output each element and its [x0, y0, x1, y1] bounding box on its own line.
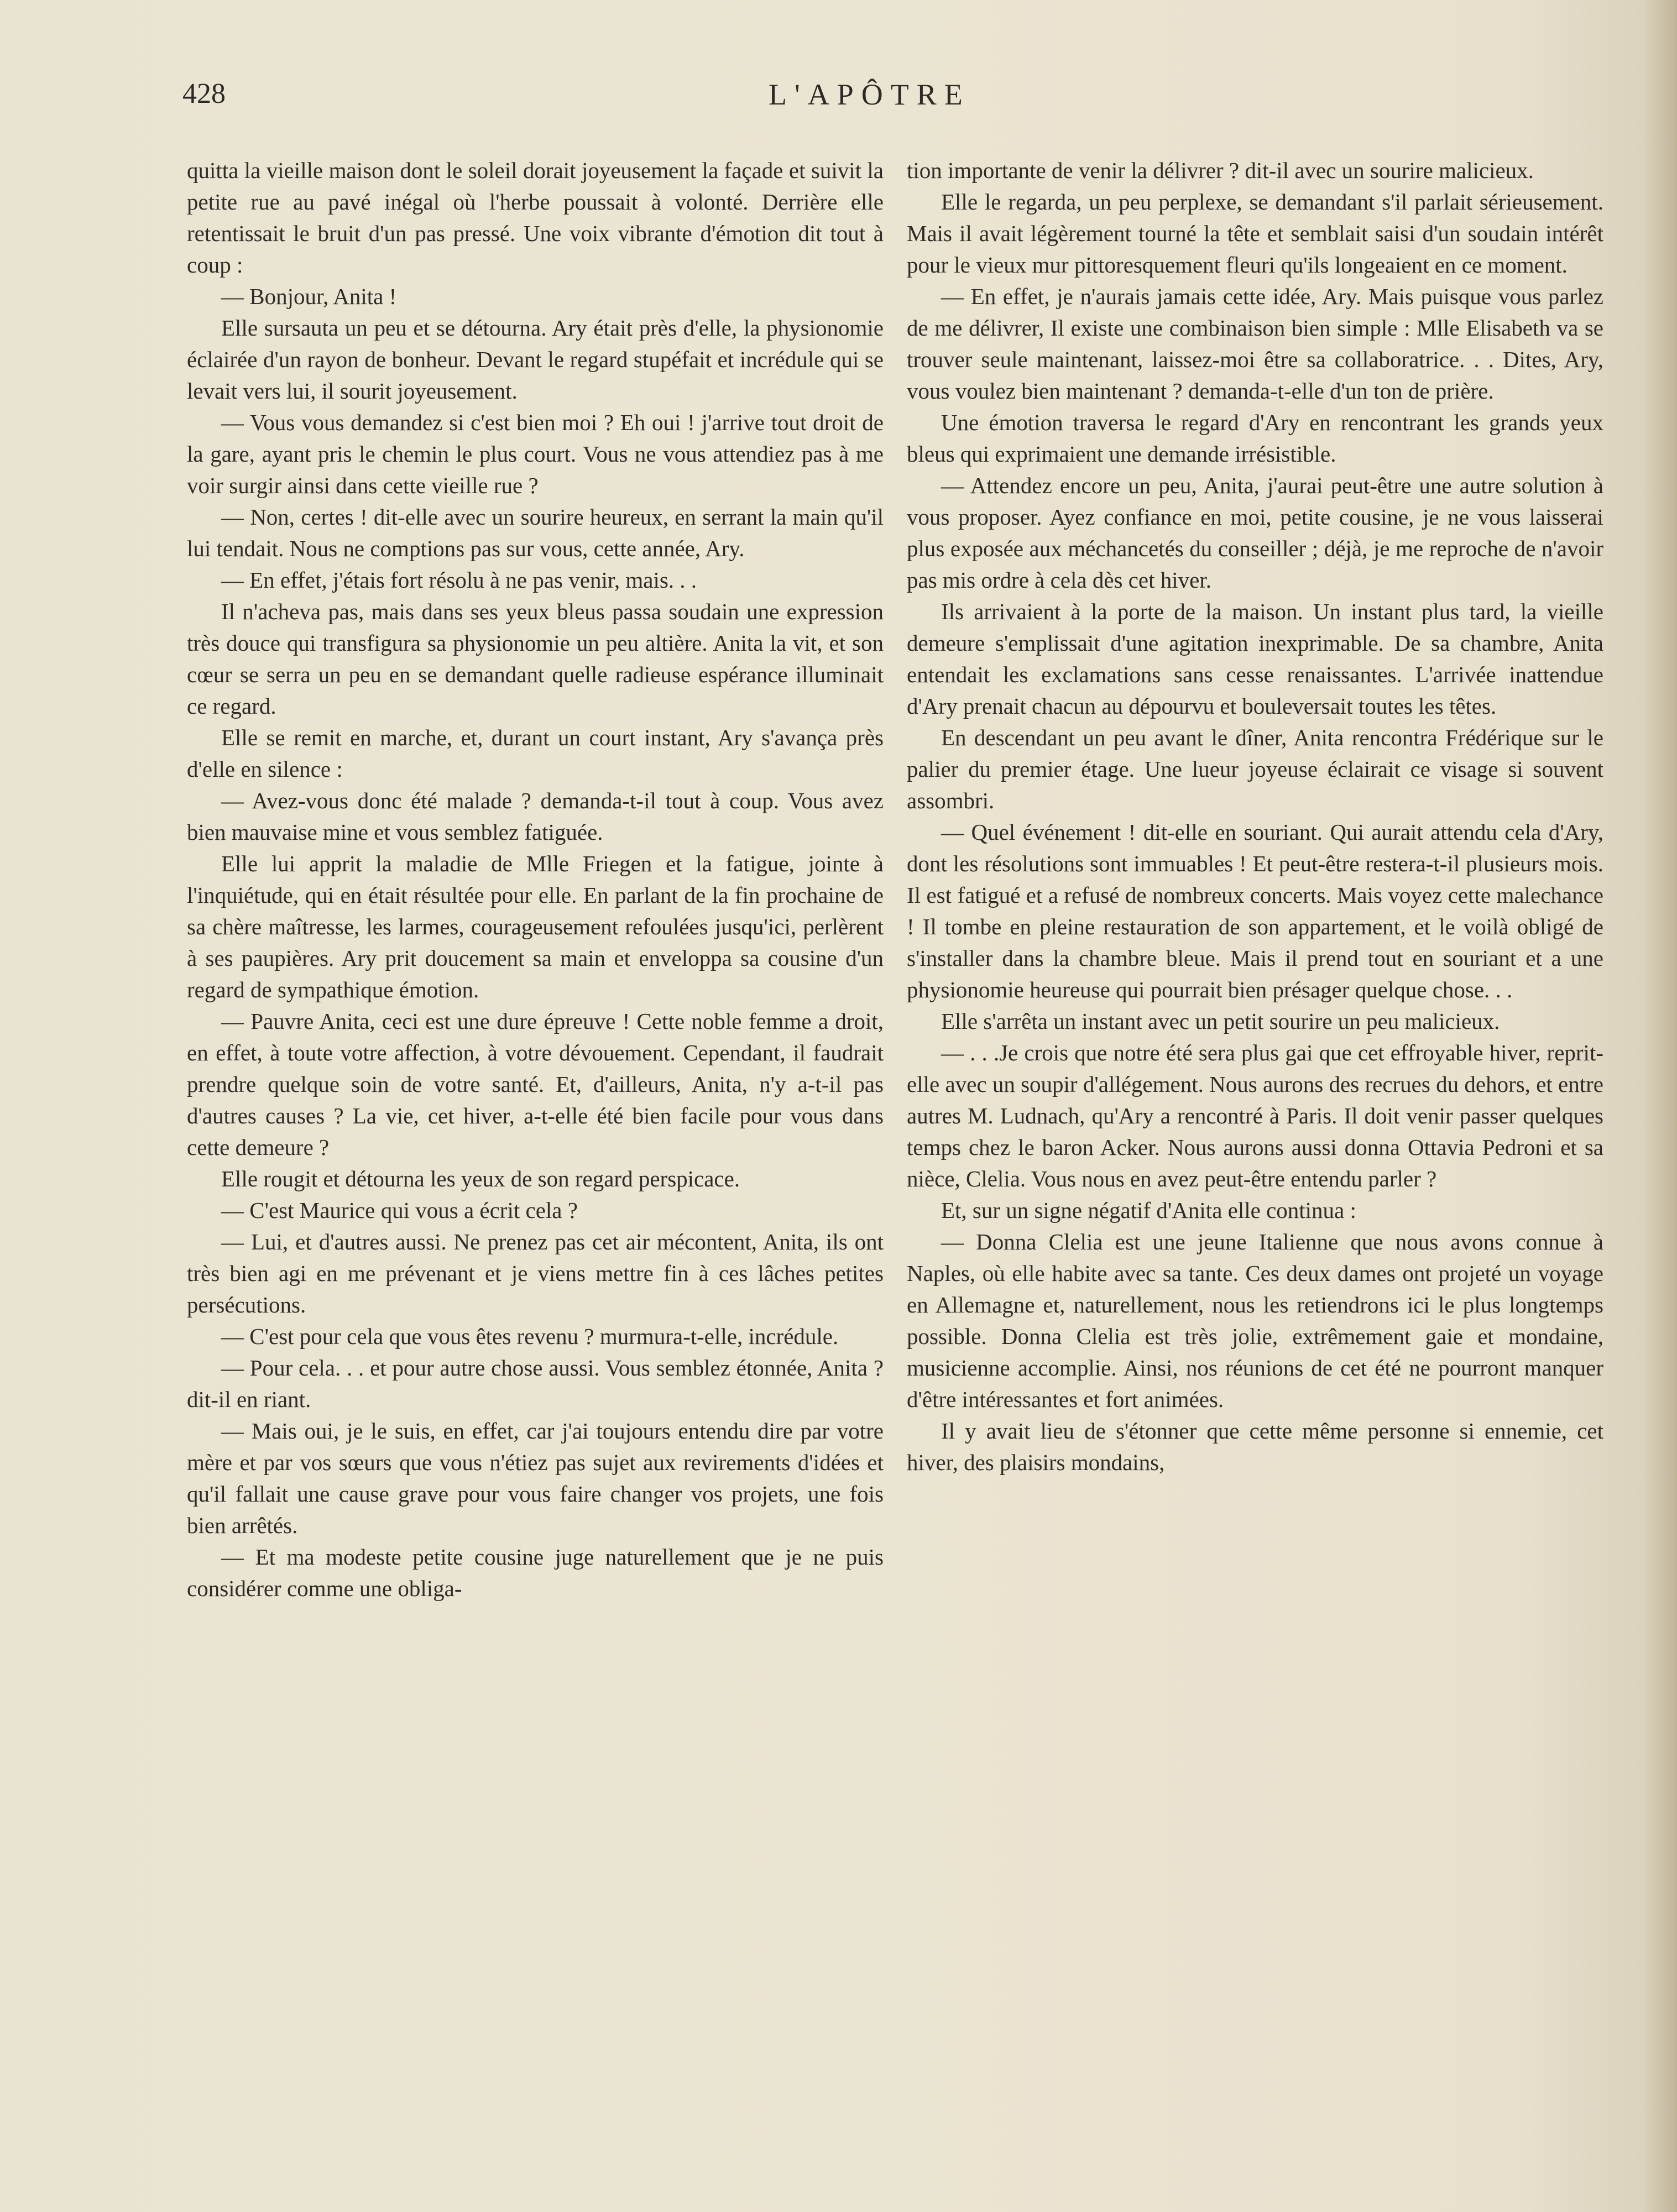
paragraph: — C'est pour cela que vous êtes revenu ? murmura-t-elle, incrédule. [221, 1324, 839, 1349]
paragraph: Elle lui apprit la maladie de Mlle Friegen et la fatigue, jointe à l'inquiétude, qui en était résultée pour elle. En parlant de la fin prochaine de sa chère maîtresse, les larmes, courageusement refoulées jusqu'ici, perlèrent à ses paupières. Ary prit doucement sa main et enveloppa sa cousine d'un regard de sympathique émotion. [187, 851, 884, 1002]
left-text-column [187, 155, 884, 1604]
paragraph: — Vous vous demandez si c'est bien moi ? Eh oui ! j'arrive tout droit de la gare, ayant pris le chemin le plus court. Vous ne vous attendiez pas à me voir surgir ainsi dans cette vieille rue ? [187, 410, 884, 498]
paragraph: — Pour cela. . . et pour autre chose aussi. Vous semblez étonnée, Anita ? dit-il en riant. [187, 1355, 884, 1412]
paragraph: Elle s'arrêta un instant avec un petit sourire un peu malicieux. [941, 1008, 1500, 1034]
paragraph: — . . .Je crois que notre été sera plus gai que cet effroyable hiver, reprit-elle avec un soupir d'allégement. Nous aurons des recrues du dehors, et entre autres M. Ludnach, qu'Ary a rencontré à Paris. Il doit venir passer quelques temps chez le baron Acker. Nous aurons aussi donna Ottavia Pedroni et sa nièce, Clelia. Vous nous en avez peut-être entendu parler ? [907, 1040, 1603, 1191]
paragraph: quitta la vieille maison dont le soleil dorait joyeusement la façade et suivit la petite rue au pavé inégal où l'herbe poussait à volonté. Derrière elle retentissait le bruit d'un pas pressé. Une voix vibrante d'émotion dit tout à coup : [187, 158, 884, 278]
page-header [182, 77, 1609, 122]
page-binding-shadow [1644, 0, 1677, 2212]
paragraph: Elle rougit et détourna les yeux de son regard perspicace. [221, 1166, 740, 1191]
paragraph: — Quel événement ! dit-elle en souriant. Qui aurait attendu cela d'Ary, dont les résolutions sont immuables ! Et peut-être restera-t-il plusieurs mois. Il est fatigué et a refusé de nombreux concerts. Mais voyez cette malechance ! Il tombe en pleine restauration de son appartement, et le voilà obligé de s'installer dans la chambre bleue. Mais il prend tout en souriant et a une physionomie heureuse qui pourrait bien présager quelque chose. . . [907, 819, 1603, 1002]
paragraph: — C'est Maurice qui vous a écrit cela ? [221, 1197, 578, 1223]
paragraph: — Bonjour, Anita ! [221, 284, 397, 309]
paragraph: Elle le regarda, un peu perplexe, se demandant s'il parlait sérieusement. Mais il avait légèrement tourné la tête et semblait saisi d'un soudain intérêt pour le vieux mur pittoresquement fleuri qu'ils longeaient en ce moment. [907, 189, 1603, 278]
paragraph: En descendant un peu avant le dîner, Anita rencontra Frédérique sur le palier du premier étage. Une lueur joyeuse éclairait ce visage si souvent assombri. [907, 725, 1603, 813]
paragraph: Il y avait lieu de s'étonner que cette même personne si ennemie, cet hiver, des plaisirs mondains, [907, 1418, 1603, 1475]
paragraph: Elle se remit en marche, et, durant un court instant, Ary s'avança près d'elle en silence : [187, 725, 884, 782]
paragraph: tion importante de venir la délivrer ? dit-il avec un sourire malicieux. [907, 158, 1534, 183]
paragraph: — Donna Clelia est une jeune Italienne que nous avons connue à Naples, où elle habite avec sa tante. Ces deux dames ont projeté un voyage en Allemagne et, naturellement, nous les retiendrons ici le plus longtemps possible. Donna Clelia est très jolie, extrêmement gaie et mondaine, musicienne accomplie. Ainsi, nos réunions de cet été ne pourront manquer d'être intéressantes et fort animées. [907, 1229, 1603, 1412]
paragraph: — Mais oui, je le suis, en effet, car j'ai toujours entendu dire par votre mère et par vos sœurs que vous n'étiez pas sujet aux revirements d'idées et qu'il fallait une cause grave pour vous faire changer vos projets, une fois bien arrêtés. [187, 1418, 884, 1538]
page-number: 428 [182, 78, 226, 109]
paragraph: — Attendez encore un peu, Anita, j'aurai peut-être une autre solution à vous proposer. Ayez confiance en moi, petite cousine, je ne vous laisserai plus exposée aux méchancetés du conseiller ; déjà, je me reproche de n'avoir pas mis ordre à cela dès cet hiver. [907, 473, 1603, 593]
running-title: L'APÔTRE [769, 78, 970, 111]
paragraph: — En effet, je n'aurais jamais cette idée, Ary. Mais puisque vous parlez de me délivrer, Il existe une combinaison bien simple : Mlle Elisabeth va se trouver seule maintenant, laissez-moi être sa collaboratrice. . . Dites, Ary, vous voulez bien maintenant ? demanda-t-elle d'un ton de prière. [907, 284, 1603, 404]
paragraph: — Et ma modeste petite cousine juge naturellement que je ne puis considérer comme une obliga- [187, 1544, 884, 1601]
right-text-column [907, 155, 1603, 1478]
paragraph: Et, sur un signe négatif d'Anita elle continua : [941, 1197, 1356, 1223]
paragraph: — En effet, j'étais fort résolu à ne pas venir, mais. . . [221, 567, 697, 593]
paragraph: — Pauvre Anita, ceci est une dure épreuve ! Cette noble femme a droit, en effet, à toute votre affection, à votre dévouement. Cependant, il faudrait prendre quelque soin de votre santé. Et, d'ailleurs, Anita, n'y a-t-il pas d'autres causes ? La vie, cet hiver, a-t-elle été bien facile pour vous dans cette demeure ? [187, 1008, 884, 1160]
paragraph: Il n'acheva pas, mais dans ses yeux bleus passa soudain une expression très douce qui transfigura sa physionomie un peu altière. Anita la vit, et son cœur se serra un peu en se demandant quelle radieuse espérance illuminait ce regard. [187, 599, 884, 719]
paragraph: Une émotion traversa le regard d'Ary en rencontrant les grands yeux bleus qui exprimaient une demande irrésistible. [907, 410, 1603, 467]
paragraph: — Avez-vous donc été malade ? demanda-t-il tout à coup. Vous avez bien mauvaise mine et vous semblez fatiguée. [187, 788, 884, 845]
paragraph: — Non, certes ! dit-elle avec un sourire heureux, en serrant la main qu'il lui tendait. Nous ne comptions pas sur vous, cette année, Ary. [187, 504, 884, 561]
paragraph: Ils arrivaient à la porte de la maison. Un instant plus tard, la vieille demeure s'emplissait d'une agitation inexprimable. De sa chambre, Anita entendait les exclamations sans cesse renaissantes. L'arrivée inattendue d'Ary prenait chacun au dépourvu et bouleversait toutes les têtes. [907, 599, 1603, 719]
paragraph: Elle sursauta un peu et se détourna. Ary était près d'elle, la physionomie éclairée d'un rayon de bonheur. Devant le regard stupéfait et incrédule qui se levait vers lui, il sourit joyeusement. [187, 315, 884, 404]
paragraph: — Lui, et d'autres aussi. Ne prenez pas cet air mécontent, Anita, ils ont très bien agi en me prévenant et je viens mettre fin à ces lâches petites persécutions. [187, 1229, 884, 1317]
